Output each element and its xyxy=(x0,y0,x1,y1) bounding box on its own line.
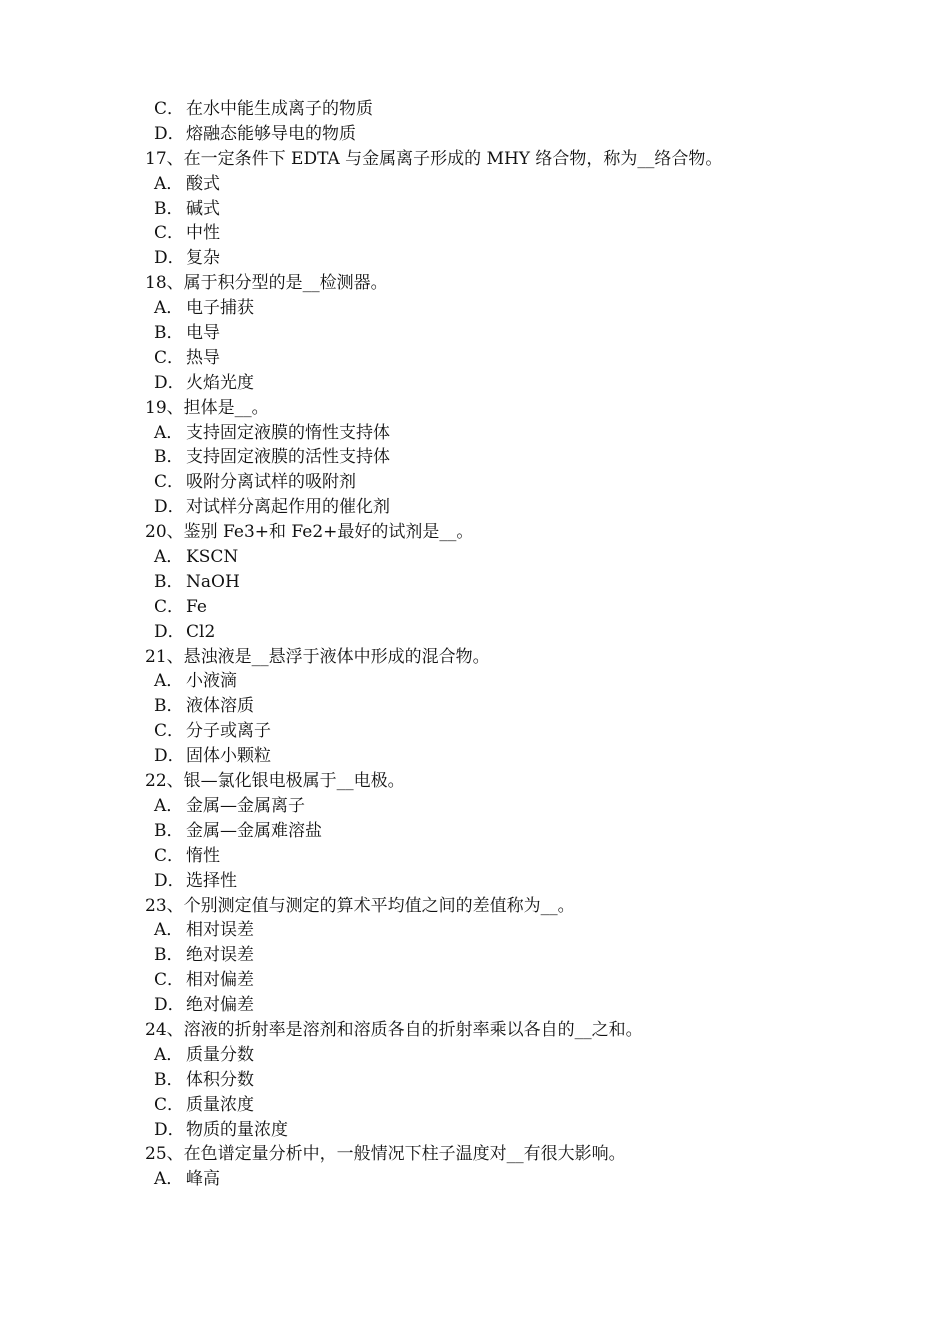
option-text: 固体小颗粒 xyxy=(186,746,271,767)
option-letter: A． xyxy=(154,298,184,319)
option-letter: B． xyxy=(154,323,184,344)
option-letter: B． xyxy=(154,945,184,966)
answer-option xyxy=(0,620,950,645)
option-letter: B． xyxy=(154,571,184,592)
option-text: 质量浓度 xyxy=(186,1094,254,1115)
option-letter: C． xyxy=(154,845,185,866)
option-text: 绝对偏差 xyxy=(186,995,254,1016)
answer-option xyxy=(0,545,950,570)
option-letter: B． xyxy=(154,820,184,841)
option-text: 体积分数 xyxy=(186,1069,254,1090)
question-stem: 19、担体是__。 xyxy=(145,397,269,418)
option-text: 质量分数 xyxy=(186,1044,254,1065)
option-text: 吸附分离试样的吸附剂 xyxy=(186,472,356,493)
answer-option xyxy=(0,943,950,968)
option-text: 金属—金属难溶盐 xyxy=(186,820,322,841)
option-letter: D． xyxy=(154,995,185,1016)
option-text: Fe xyxy=(186,596,207,617)
answer-option xyxy=(0,495,950,520)
option-letter: A． xyxy=(154,920,184,941)
answer-option xyxy=(0,122,950,147)
option-text: 酸式 xyxy=(186,173,220,194)
option-letter: A． xyxy=(154,547,184,568)
option-text: 热导 xyxy=(186,347,220,368)
option-letter: C． xyxy=(154,223,185,244)
option-letter: D． xyxy=(154,870,185,891)
answer-option xyxy=(0,1043,950,1068)
option-text: 绝对误差 xyxy=(186,945,254,966)
answer-option xyxy=(0,694,950,719)
answer-option xyxy=(0,296,950,321)
option-letter: C． xyxy=(154,596,185,617)
answer-option xyxy=(0,371,950,396)
option-text: 复杂 xyxy=(186,248,220,269)
exam-content xyxy=(0,97,950,1192)
option-text: 碱式 xyxy=(186,198,220,219)
option-text: 选择性 xyxy=(186,870,237,891)
option-letter: D． xyxy=(154,248,185,269)
option-letter: A． xyxy=(154,1169,184,1190)
answer-option xyxy=(0,993,950,1018)
answer-option xyxy=(0,197,950,222)
option-letter: D． xyxy=(154,746,185,767)
option-letter: A． xyxy=(154,422,184,443)
option-letter: D． xyxy=(154,621,185,642)
option-text: 惰性 xyxy=(186,845,220,866)
option-text: 小液滴 xyxy=(186,671,237,692)
question-stem: 23、个别测定值与测定的算术平均值之间的差值称为__。 xyxy=(145,895,575,916)
option-letter: C． xyxy=(154,721,185,742)
option-letter: D． xyxy=(154,123,185,144)
option-text: 液体溶质 xyxy=(186,696,254,717)
option-text: 在水中能生成离子的物质 xyxy=(186,99,373,119)
option-text: 电导 xyxy=(186,323,220,344)
answer-option xyxy=(0,869,950,894)
answer-option xyxy=(0,221,950,246)
option-letter: B． xyxy=(154,696,184,717)
option-letter: A． xyxy=(154,173,184,194)
question-stem: 21、悬浊液是__悬浮于液体中形成的混合物。 xyxy=(145,646,490,667)
option-text: 中性 xyxy=(186,223,220,244)
answer-option xyxy=(0,1093,950,1118)
option-letter: D． xyxy=(154,1119,185,1140)
answer-option xyxy=(0,246,950,271)
option-text: 金属—金属离子 xyxy=(186,795,305,816)
option-letter: A． xyxy=(154,1044,184,1065)
option-letter: C． xyxy=(154,970,185,991)
answer-option xyxy=(0,445,950,470)
question-stem: 18、属于积分型的是__检测器。 xyxy=(145,273,388,294)
option-letter: D． xyxy=(154,372,185,393)
answer-option xyxy=(0,819,950,844)
option-text: 相对误差 xyxy=(186,920,254,941)
option-letter: C． xyxy=(154,1094,185,1115)
answer-option xyxy=(0,172,950,197)
answer-option xyxy=(0,570,950,595)
option-letter: B． xyxy=(154,198,184,219)
answer-option xyxy=(0,844,950,869)
question-stem: 17、在一定条件下 EDTA 与金属离子形成的 MHY 络合物，称为__络合物。 xyxy=(145,148,723,169)
option-text: Cl2 xyxy=(186,621,216,642)
answer-option xyxy=(0,1068,950,1093)
answer-option xyxy=(0,1118,950,1143)
answer-option xyxy=(0,595,950,620)
question-stem: 24、溶液的折射率是溶剂和溶质各自的折射率乘以各自的__之和。 xyxy=(145,1019,643,1040)
answer-option xyxy=(0,719,950,744)
question-stem: 22、银—氯化银电极属于__电极。 xyxy=(145,771,405,792)
answer-option xyxy=(0,669,950,694)
option-letter: A． xyxy=(154,795,184,816)
option-text: 峰高 xyxy=(186,1169,220,1190)
option-letter: D． xyxy=(154,497,185,518)
option-text: 物质的量浓度 xyxy=(186,1119,288,1140)
answer-option xyxy=(0,321,950,346)
option-text: 支持固定液膜的惰性支持体 xyxy=(186,422,390,443)
answer-option xyxy=(0,346,950,371)
option-text: 电子捕获 xyxy=(186,298,254,319)
option-text: KSCN xyxy=(186,547,239,568)
answer-option xyxy=(0,918,950,943)
option-text: 支持固定液膜的活性支持体 xyxy=(186,447,390,468)
answer-option xyxy=(0,97,950,122)
option-letter: C． xyxy=(154,347,185,368)
option-letter: B． xyxy=(154,1069,184,1090)
option-text: NaOH xyxy=(186,571,240,592)
option-letter: C． xyxy=(154,472,185,493)
answer-option xyxy=(0,968,950,993)
option-letter: C． xyxy=(154,99,185,119)
answer-option xyxy=(0,421,950,446)
answer-option xyxy=(0,794,950,819)
option-text: 分子或离子 xyxy=(186,721,271,742)
answer-option xyxy=(0,744,950,769)
option-letter: B． xyxy=(154,447,184,468)
question-stem: 20、鉴别 Fe3+和 Fe2+最好的试剂是__。 xyxy=(145,522,474,543)
option-text: 火焰光度 xyxy=(186,372,254,393)
option-text: 熔融态能够导电的物质 xyxy=(186,123,356,144)
answer-option xyxy=(0,1167,950,1192)
answer-option xyxy=(0,470,950,495)
option-text: 对试样分离起作用的催化剂 xyxy=(186,497,390,518)
question-stem: 25、在色谱定量分析中，一般情况下柱子温度对__有很大影响。 xyxy=(145,1144,626,1165)
option-text: 相对偏差 xyxy=(186,970,254,991)
option-letter: A． xyxy=(154,671,184,692)
